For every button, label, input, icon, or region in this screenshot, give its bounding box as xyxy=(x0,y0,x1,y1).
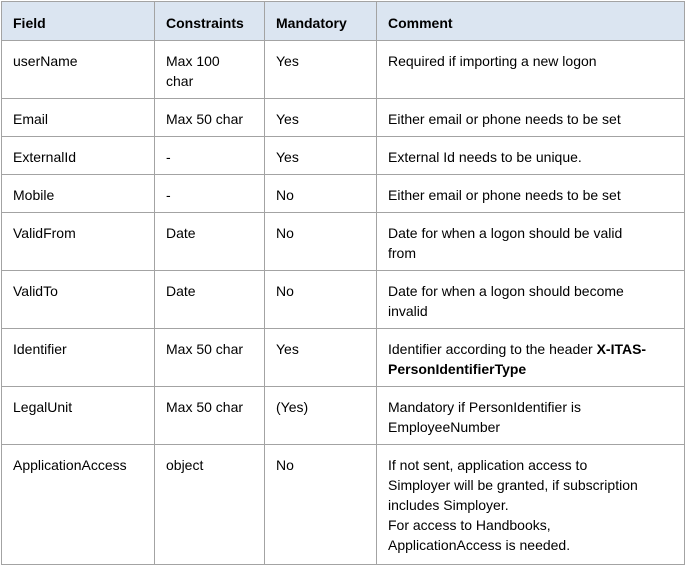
comment-cell xyxy=(377,387,685,445)
header-name-bold: PersonIdentifierType xyxy=(388,361,527,377)
field-cell: Email xyxy=(2,99,155,137)
header-comment: Comment xyxy=(377,2,685,41)
mandatory-cell: Yes xyxy=(265,329,377,387)
field-cell: LegalUnit xyxy=(2,387,155,445)
header-field: Field xyxy=(2,2,155,41)
constraints-line: Date xyxy=(166,283,196,299)
constraints-line: Max 50 char xyxy=(166,399,244,415)
constraints-cell xyxy=(155,329,265,387)
mandatory-cell: Yes xyxy=(265,99,377,137)
mandatory-cell: Yes xyxy=(265,41,377,99)
comment-line: Either email or phone needs to be set xyxy=(388,187,621,203)
mandatory-cell: No xyxy=(265,271,377,329)
comment-line: includes Simployer. xyxy=(388,497,509,513)
table-row xyxy=(2,329,685,387)
constraints-cell xyxy=(155,213,265,271)
field-cell: userName xyxy=(2,41,155,99)
comment-cell xyxy=(377,41,685,99)
table-row xyxy=(2,445,685,565)
constraints-cell xyxy=(155,99,265,137)
table-row xyxy=(2,271,685,329)
mandatory-cell: Yes xyxy=(265,137,377,175)
constraints-line: Max 50 char xyxy=(166,111,244,127)
constraints-cell xyxy=(155,175,265,213)
constraints-cell xyxy=(155,41,265,99)
constraints-line: - xyxy=(166,149,171,165)
comment-line: from xyxy=(388,245,416,261)
header-name-bold: X-ITAS- xyxy=(596,341,647,357)
mandatory-cell: (Yes) xyxy=(265,387,377,445)
table-row xyxy=(2,175,685,213)
constraints-cell xyxy=(155,445,265,565)
comment-line: Either email or phone needs to be set xyxy=(388,111,621,127)
comment-cell xyxy=(377,175,685,213)
comment-line: External Id needs to be unique. xyxy=(388,149,582,165)
comment-line: invalid xyxy=(388,303,428,319)
field-cell: ValidFrom xyxy=(2,213,155,271)
table-row xyxy=(2,41,685,99)
constraints-line: Max 50 char xyxy=(166,341,244,357)
mandatory-cell: No xyxy=(265,213,377,271)
constraints-line: char xyxy=(166,73,194,89)
comment-line: Mandatory if PersonIdentifier is xyxy=(388,399,581,415)
comment-line: If not sent, application access to xyxy=(388,457,588,473)
comment-cell xyxy=(377,99,685,137)
table-row xyxy=(2,137,685,175)
header-mandatory: Mandatory xyxy=(265,2,377,41)
field-cell: Mobile xyxy=(2,175,155,213)
comment-cell xyxy=(377,271,685,329)
constraints-line: Max 100 xyxy=(166,53,220,69)
field-cell: ApplicationAccess xyxy=(2,445,155,565)
field-cell: Identifier xyxy=(2,329,155,387)
comment-cell xyxy=(377,137,685,175)
comment-line: Date for when a logon should be valid xyxy=(388,225,623,241)
constraints-line: object xyxy=(166,457,204,473)
comment-line: EmployeeNumber xyxy=(388,419,501,435)
constraints-cell xyxy=(155,271,265,329)
mandatory-cell: No xyxy=(265,175,377,213)
comment-cell xyxy=(377,329,685,387)
comment-line: For access to Handbooks, xyxy=(388,517,551,533)
field-cell: ValidTo xyxy=(2,271,155,329)
comment-line: ApplicationAccess is needed. xyxy=(388,537,571,553)
mandatory-cell: No xyxy=(265,445,377,565)
constraints-line: - xyxy=(166,187,171,203)
comment-line: Required if importing a new logon xyxy=(388,53,597,69)
comment-line: Simployer will be granted, if subscription xyxy=(388,477,638,493)
table-row xyxy=(2,387,685,445)
table-row xyxy=(2,213,685,271)
table-row xyxy=(2,99,685,137)
header-constraints: Constraints xyxy=(155,2,265,41)
constraints-cell xyxy=(155,387,265,445)
constraints-line: Date xyxy=(166,225,196,241)
comment-line: Date for when a logon should become xyxy=(388,283,624,299)
comment-cell xyxy=(377,445,685,565)
comment-cell xyxy=(377,213,685,271)
comment-line xyxy=(388,339,673,359)
field-cell: ExternalId xyxy=(2,137,155,175)
table-header-row xyxy=(2,2,685,41)
comment-line xyxy=(388,359,673,379)
constraints-cell xyxy=(155,137,265,175)
comment-prefix: Identifier according to the header xyxy=(388,341,597,357)
field-constraints-table xyxy=(1,1,685,565)
